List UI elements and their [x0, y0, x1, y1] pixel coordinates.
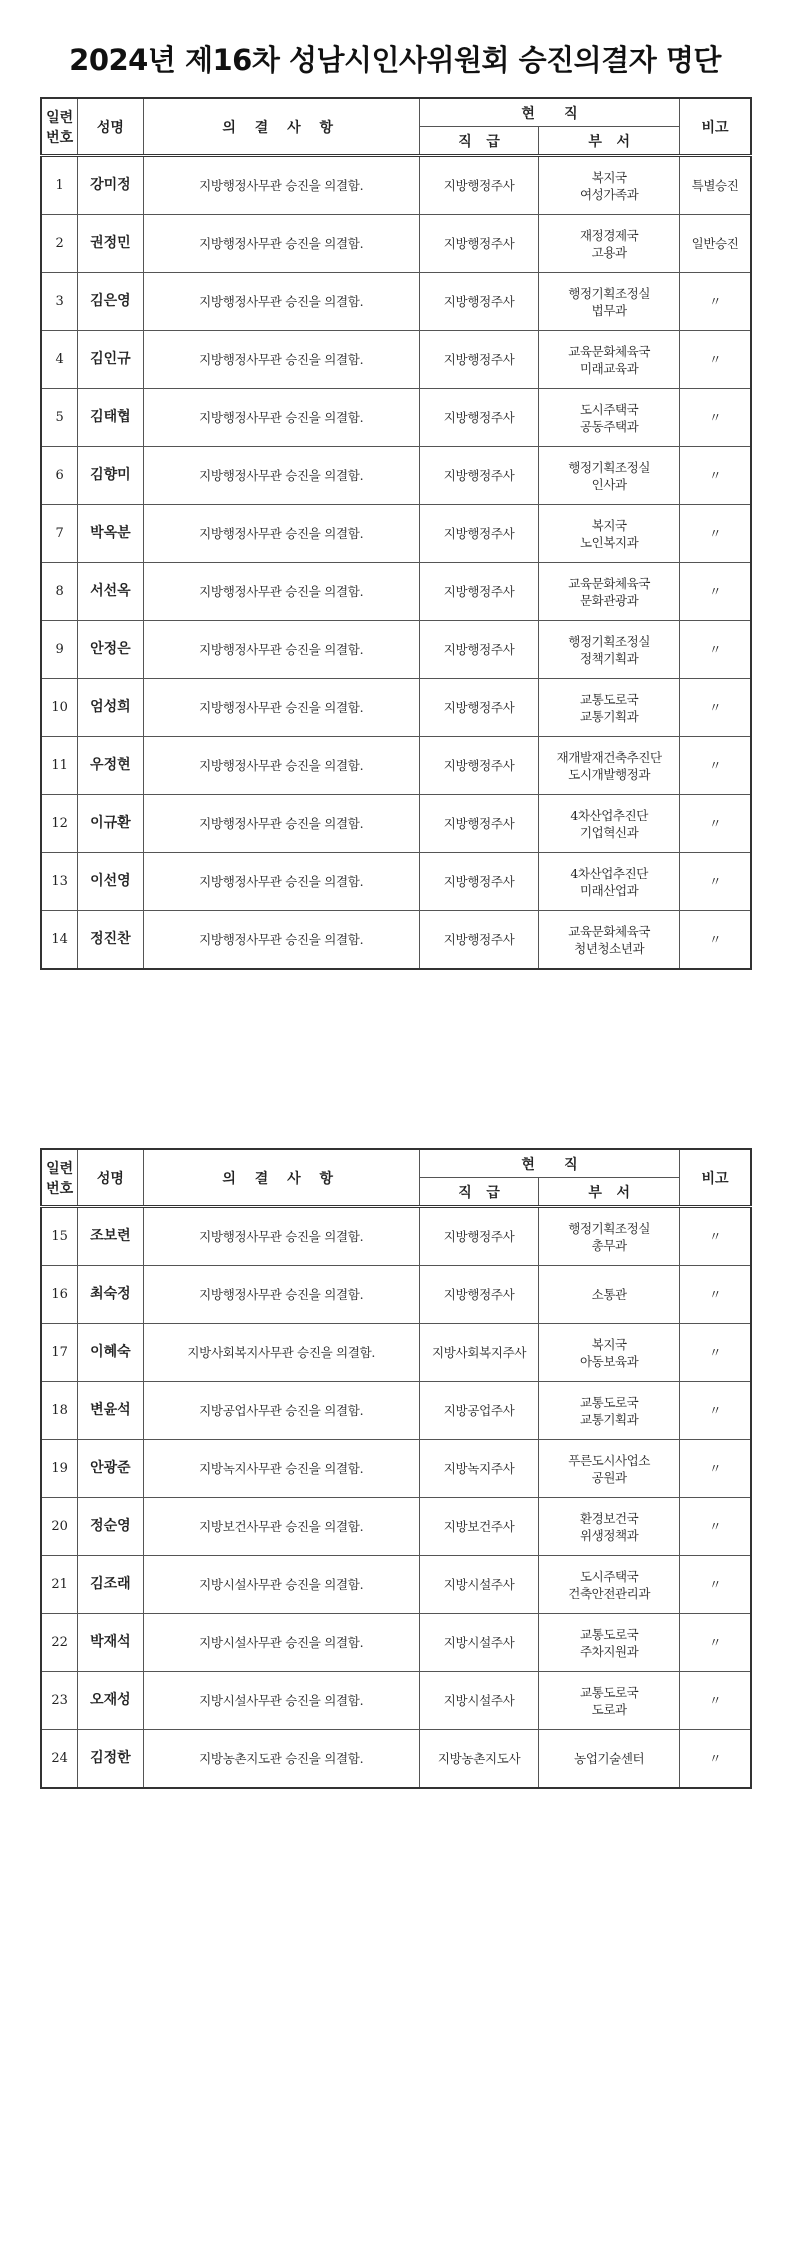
department-line: 여성가족과 [579, 186, 639, 202]
cell-name: 김태협 [78, 389, 143, 447]
cell-note: 〃 [680, 911, 751, 970]
cell-serial-number: 20 [41, 1498, 78, 1556]
cell-resolution: 지방녹지사무관 승진을 의결함. [143, 1440, 419, 1498]
header-serial-number [41, 98, 78, 156]
table-row [41, 215, 751, 273]
cell-department [539, 795, 680, 853]
header-serial-line-1: 일련 [46, 1160, 74, 1177]
cell-serial-number: 5 [41, 389, 78, 447]
cell-name: 김조래 [78, 1556, 143, 1614]
cell-department [539, 505, 680, 563]
cell-grade: 지방행정주사 [419, 273, 538, 331]
cell-resolution: 지방시설사무관 승진을 의결함. [143, 1614, 419, 1672]
cell-department [539, 1614, 680, 1672]
department-line: 교통도로국 [579, 1684, 639, 1700]
cell-name: 서선옥 [78, 563, 143, 621]
cell-department [539, 1730, 680, 1789]
cell-serial-number: 2 [41, 215, 78, 273]
cell-grade: 지방행정주사 [419, 795, 538, 853]
cell-note: 〃 [680, 447, 751, 505]
cell-serial-number: 24 [41, 1730, 78, 1789]
header-department: 부 서 [539, 127, 680, 156]
header-serial-line-2: 번호 [46, 129, 74, 146]
cell-grade: 지방행정주사 [419, 737, 538, 795]
department-line: 도시주택국 [579, 401, 639, 417]
cell-department [539, 1556, 680, 1614]
cell-name: 박재석 [78, 1614, 143, 1672]
cell-serial-number: 21 [41, 1556, 78, 1614]
department-line: 공원과 [591, 1469, 627, 1485]
cell-note: 〃 [680, 331, 751, 389]
cell-serial-number: 17 [41, 1324, 78, 1382]
department-line: 법무과 [591, 302, 627, 318]
header-serial-line-2: 번호 [46, 1180, 74, 1197]
department-line: 소통관 [591, 1287, 627, 1302]
cell-name: 엄성희 [78, 679, 143, 737]
cell-resolution: 지방행정사무관 승진을 의결함. [143, 563, 419, 621]
table-row [41, 447, 751, 505]
cell-resolution: 지방농촌지도관 승진을 의결함. [143, 1730, 419, 1789]
cell-note: 〃 [680, 621, 751, 679]
department-line: 교통기획과 [579, 1411, 639, 1427]
cell-department [539, 679, 680, 737]
department-line: 미래교육과 [579, 360, 639, 376]
cell-department [539, 737, 680, 795]
cell-department [539, 1324, 680, 1382]
cell-resolution: 지방시설사무관 승진을 의결함. [143, 1672, 419, 1730]
table-row [41, 389, 751, 447]
cell-serial-number: 1 [41, 156, 78, 215]
cell-note: 특별승진 [680, 156, 751, 215]
department-line: 재개발재건축추진단 [556, 749, 662, 765]
cell-note: 〃 [680, 563, 751, 621]
department-line: 위생정책과 [579, 1527, 639, 1543]
table-body [41, 156, 751, 970]
cell-note: 〃 [680, 1614, 751, 1672]
cell-grade: 지방시설주사 [419, 1556, 538, 1614]
cell-serial-number: 16 [41, 1266, 78, 1324]
cell-note: 〃 [680, 737, 751, 795]
table-header [41, 1149, 751, 1207]
department-line: 교통도로국 [579, 1626, 639, 1642]
department-line: 교통기획과 [579, 708, 639, 724]
cell-resolution: 지방행정사무관 승진을 의결함. [143, 737, 419, 795]
cell-resolution: 지방행정사무관 승진을 의결함. [143, 505, 419, 563]
cell-grade: 지방시설주사 [419, 1614, 538, 1672]
cell-note: 일반승진 [680, 215, 751, 273]
promotion-table-2 [40, 1148, 752, 1789]
cell-serial-number: 10 [41, 679, 78, 737]
cell-name: 이선영 [78, 853, 143, 911]
cell-grade: 지방행정주사 [419, 447, 538, 505]
cell-department [539, 1498, 680, 1556]
department-line: 교육문화체육국 [568, 923, 651, 939]
cell-department [539, 156, 680, 215]
cell-grade: 지방사회복지주사 [419, 1324, 538, 1382]
department-line: 청년청소년과 [574, 940, 645, 956]
department-line: 도시주택국 [579, 1568, 639, 1584]
department-line: 고용과 [591, 244, 627, 260]
header-name: 성명 [78, 1149, 143, 1207]
header-name: 성명 [78, 98, 143, 156]
header-grade: 직 급 [419, 1178, 538, 1207]
cell-department [539, 389, 680, 447]
cell-name: 김은영 [78, 273, 143, 331]
department-line: 푸른도시사업소 [568, 1452, 651, 1468]
department-line: 도시개발행정과 [568, 766, 651, 782]
department-line: 공동주택과 [579, 418, 639, 434]
cell-name: 이규환 [78, 795, 143, 853]
header-department: 부 서 [539, 1178, 680, 1207]
table-row [41, 1498, 751, 1556]
cell-serial-number: 15 [41, 1207, 78, 1266]
cell-resolution: 지방행정사무관 승진을 의결함. [143, 389, 419, 447]
cell-note: 〃 [680, 1266, 751, 1324]
cell-resolution: 지방행정사무관 승진을 의결함. [143, 795, 419, 853]
cell-resolution: 지방행정사무관 승진을 의결함. [143, 1207, 419, 1266]
cell-serial-number: 3 [41, 273, 78, 331]
cell-resolution: 지방행정사무관 승진을 의결함. [143, 273, 419, 331]
table-row [41, 1556, 751, 1614]
cell-note: 〃 [680, 1498, 751, 1556]
cell-name: 김인규 [78, 331, 143, 389]
cell-note: 〃 [680, 273, 751, 331]
department-line: 복지국 [591, 169, 627, 185]
cell-note: 〃 [680, 1672, 751, 1730]
cell-serial-number: 12 [41, 795, 78, 853]
cell-name: 강미정 [78, 156, 143, 215]
department-line: 총무과 [591, 1237, 627, 1253]
department-line: 농업기술센터 [574, 1751, 645, 1766]
table-row [41, 1266, 751, 1324]
table-row [41, 1440, 751, 1498]
department-line: 행정기획조정실 [568, 1220, 651, 1236]
department-line: 교통도로국 [579, 1394, 639, 1410]
cell-name: 오재성 [78, 1672, 143, 1730]
cell-grade: 지방보건주사 [419, 1498, 538, 1556]
header-serial-line-1: 일련 [46, 109, 74, 126]
cell-resolution: 지방보건사무관 승진을 의결함. [143, 1498, 419, 1556]
cell-name: 권정민 [78, 215, 143, 273]
cell-note: 〃 [680, 389, 751, 447]
table-row [41, 273, 751, 331]
cell-grade: 지방행정주사 [419, 563, 538, 621]
department-line: 재정경제국 [579, 227, 639, 243]
header-resolution: 의 결 사 항 [143, 98, 419, 156]
cell-resolution: 지방사회복지사무관 승진을 의결함. [143, 1324, 419, 1382]
cell-serial-number: 7 [41, 505, 78, 563]
cell-department [539, 1266, 680, 1324]
header-serial-number [41, 1149, 78, 1207]
table-row [41, 1672, 751, 1730]
cell-department [539, 1440, 680, 1498]
header-resolution: 의 결 사 항 [143, 1149, 419, 1207]
cell-note: 〃 [680, 1207, 751, 1266]
cell-department [539, 1207, 680, 1266]
header-current-position: 현 직 [419, 98, 679, 127]
cell-serial-number: 13 [41, 853, 78, 911]
department-line: 행정기획조정실 [568, 285, 651, 301]
cell-department [539, 563, 680, 621]
cell-note: 〃 [680, 1440, 751, 1498]
header-note: 비고 [680, 1149, 751, 1207]
cell-resolution: 지방행정사무관 승진을 의결함. [143, 853, 419, 911]
cell-serial-number: 22 [41, 1614, 78, 1672]
department-line: 도로과 [591, 1701, 627, 1717]
department-line: 미래산업과 [579, 882, 639, 898]
table-row [41, 563, 751, 621]
table-row [41, 1614, 751, 1672]
department-line: 아동보육과 [579, 1353, 639, 1369]
cell-note: 〃 [680, 1730, 751, 1789]
cell-resolution: 지방시설사무관 승진을 의결함. [143, 1556, 419, 1614]
cell-note: 〃 [680, 679, 751, 737]
department-line: 노인복지과 [579, 534, 639, 550]
department-line: 교통도로국 [579, 691, 639, 707]
cell-grade: 지방녹지주사 [419, 1440, 538, 1498]
cell-name: 김정한 [78, 1730, 143, 1789]
department-line: 환경보건국 [579, 1510, 639, 1526]
cell-grade: 지방행정주사 [419, 1207, 538, 1266]
cell-note: 〃 [680, 795, 751, 853]
header-current-position: 현 직 [419, 1149, 679, 1178]
cell-name: 김향미 [78, 447, 143, 505]
cell-grade: 지방행정주사 [419, 331, 538, 389]
cell-department [539, 1672, 680, 1730]
table-row [41, 505, 751, 563]
table-body [41, 1207, 751, 1789]
cell-department [539, 621, 680, 679]
department-line: 문화관광과 [579, 592, 639, 608]
cell-name: 박옥분 [78, 505, 143, 563]
cell-resolution: 지방행정사무관 승진을 의결함. [143, 156, 419, 215]
header-note: 비고 [680, 98, 751, 156]
cell-name: 조보련 [78, 1207, 143, 1266]
table-row [41, 911, 751, 970]
cell-resolution: 지방행정사무관 승진을 의결함. [143, 331, 419, 389]
cell-grade: 지방행정주사 [419, 621, 538, 679]
cell-resolution: 지방행정사무관 승진을 의결함. [143, 215, 419, 273]
cell-resolution: 지방공업사무관 승진을 의결함. [143, 1382, 419, 1440]
promotion-table-1 [40, 97, 752, 970]
table-row [41, 1324, 751, 1382]
cell-resolution: 지방행정사무관 승진을 의결함. [143, 447, 419, 505]
department-line: 기업혁신과 [579, 824, 639, 840]
cell-department [539, 911, 680, 970]
table-row [41, 679, 751, 737]
table-row [41, 1207, 751, 1266]
cell-note: 〃 [680, 1382, 751, 1440]
cell-note: 〃 [680, 505, 751, 563]
cell-resolution: 지방행정사무관 승진을 의결함. [143, 911, 419, 970]
department-line: 행정기획조정실 [568, 459, 651, 475]
table-row [41, 795, 751, 853]
cell-grade: 지방행정주사 [419, 1266, 538, 1324]
cell-name: 정순영 [78, 1498, 143, 1556]
cell-name: 이혜숙 [78, 1324, 143, 1382]
cell-grade: 지방행정주사 [419, 679, 538, 737]
department-line: 복지국 [591, 1336, 627, 1352]
cell-department [539, 215, 680, 273]
cell-note: 〃 [680, 1556, 751, 1614]
cell-name: 우정현 [78, 737, 143, 795]
cell-grade: 지방행정주사 [419, 389, 538, 447]
cell-resolution: 지방행정사무관 승진을 의결함. [143, 1266, 419, 1324]
cell-department [539, 331, 680, 389]
cell-grade: 지방행정주사 [419, 505, 538, 563]
cell-serial-number: 8 [41, 563, 78, 621]
table-row [41, 1382, 751, 1440]
cell-name: 안정은 [78, 621, 143, 679]
department-line: 행정기획조정실 [568, 633, 651, 649]
cell-grade: 지방공업주사 [419, 1382, 538, 1440]
department-line: 4차산업추진단 [570, 807, 648, 823]
cell-department [539, 853, 680, 911]
cell-serial-number: 11 [41, 737, 78, 795]
cell-note: 〃 [680, 853, 751, 911]
table-row [41, 737, 751, 795]
cell-grade: 지방행정주사 [419, 853, 538, 911]
cell-serial-number: 14 [41, 911, 78, 970]
cell-grade: 지방행정주사 [419, 911, 538, 970]
cell-department [539, 447, 680, 505]
cell-resolution: 지방행정사무관 승진을 의결함. [143, 679, 419, 737]
table-row [41, 853, 751, 911]
department-line: 4차산업추진단 [570, 865, 648, 881]
cell-department [539, 273, 680, 331]
department-line: 교육문화체육국 [568, 575, 651, 591]
department-line: 정책기획과 [579, 650, 639, 666]
table-header [41, 98, 751, 156]
department-line: 주차지원과 [579, 1643, 639, 1659]
table-row [41, 1730, 751, 1789]
cell-name: 변윤석 [78, 1382, 143, 1440]
cell-grade: 지방시설주사 [419, 1672, 538, 1730]
header-grade: 직 급 [419, 127, 538, 156]
cell-name: 최숙정 [78, 1266, 143, 1324]
department-line: 복지국 [591, 517, 627, 533]
department-line: 교육문화체육국 [568, 343, 651, 359]
cell-serial-number: 4 [41, 331, 78, 389]
cell-note: 〃 [680, 1324, 751, 1382]
cell-serial-number: 9 [41, 621, 78, 679]
cell-department [539, 1382, 680, 1440]
cell-name: 정진찬 [78, 911, 143, 970]
table-row [41, 331, 751, 389]
department-line: 건축안전관리과 [568, 1585, 651, 1601]
cell-grade: 지방농촌지도사 [419, 1730, 538, 1789]
table-row [41, 621, 751, 679]
cell-grade: 지방행정주사 [419, 156, 538, 215]
cell-resolution: 지방행정사무관 승진을 의결함. [143, 621, 419, 679]
cell-serial-number: 6 [41, 447, 78, 505]
cell-name: 안광준 [78, 1440, 143, 1498]
cell-serial-number: 23 [41, 1672, 78, 1730]
cell-serial-number: 19 [41, 1440, 78, 1498]
document-title: 2024년 제16차 성남시인사위원회 승진의결자 명단 [69, 43, 721, 77]
table-row [41, 156, 751, 215]
cell-serial-number: 18 [41, 1382, 78, 1440]
cell-grade: 지방행정주사 [419, 215, 538, 273]
department-line: 인사과 [591, 476, 627, 492]
